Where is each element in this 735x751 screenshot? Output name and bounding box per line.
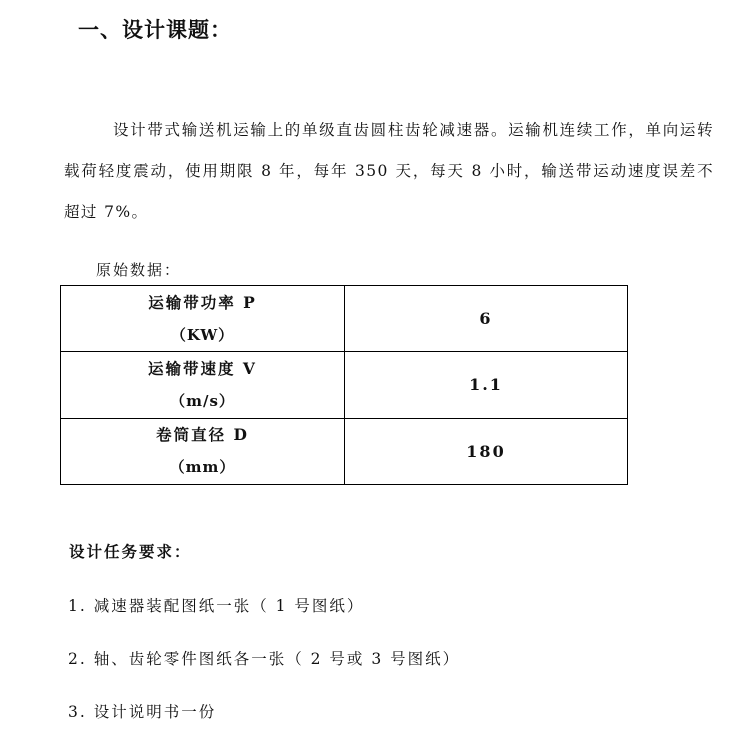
table-row (61, 418, 628, 484)
requirements-title: 设计任务要求： (69, 542, 192, 561)
requirement-item: 1. 减速器装配图纸一张（ 1 号图纸） (68, 597, 365, 615)
requirement-item: 2. 轴、齿轮零件图纸各一张（ 2 号或 3 号图纸） (68, 650, 461, 668)
param-cell (61, 418, 345, 484)
param-value: 1.1 (469, 375, 503, 395)
param-value: 180 (466, 441, 506, 461)
param-unit: （KW） (170, 325, 235, 344)
param-value: 6 (479, 309, 493, 329)
value-cell (345, 418, 628, 484)
param-name: 运输带功率 P (148, 292, 257, 312)
param-name: 运输带速度 V (148, 358, 257, 378)
value-cell (345, 286, 628, 352)
table-row (61, 352, 628, 418)
param-unit: （m/s） (170, 391, 235, 410)
table-caption: 原始数据： (96, 261, 182, 279)
raw-data-table (60, 285, 628, 485)
param-cell (61, 286, 345, 352)
requirement-item: 3. 设计说明书一份 (68, 703, 217, 721)
intro-paragraph: 设计带式输送机运输上的单级直齿圆柱齿轮减速器。运输机连续工作，单向运转载荷轻度震动，使用期限 8 年，每年 350 天，每天 8 小时，输送带运动速度误差不超过 7%。 (64, 120, 714, 221)
table-row (61, 286, 628, 352)
param-name: 卷筒直径 D (156, 425, 249, 445)
value-cell (345, 352, 628, 418)
param-unit: （mm） (169, 458, 236, 477)
param-cell (61, 352, 345, 418)
section-title: 一、设计课题： (78, 18, 232, 42)
